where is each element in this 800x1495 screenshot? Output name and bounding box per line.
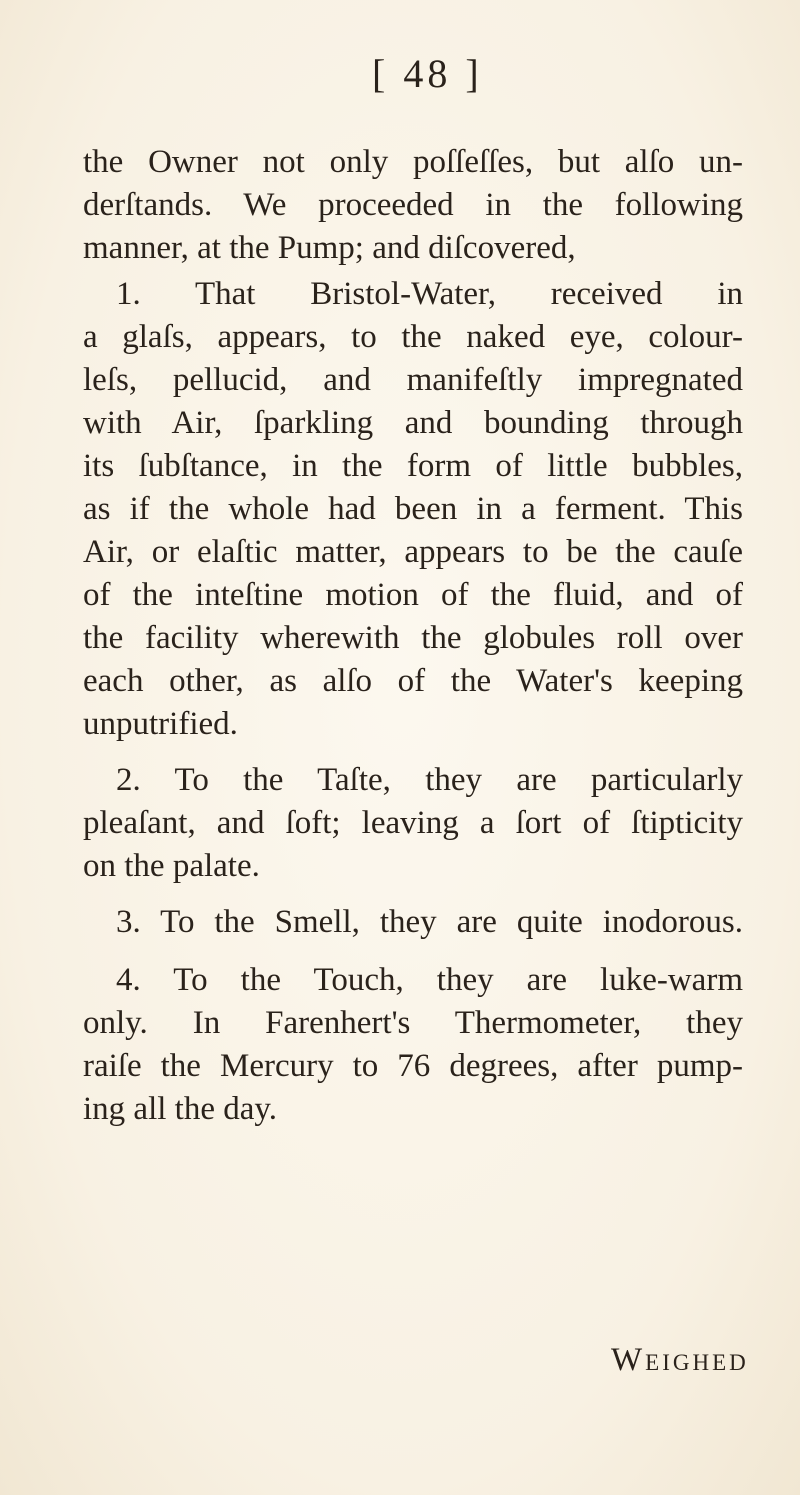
text-line: ing all the day. — [83, 1091, 277, 1127]
text-line: of the inteſtine motion of the fluid, and of — [83, 577, 743, 613]
text-line: with Air, ſparkling and bounding through — [83, 405, 743, 441]
text-line: 1. That Bristol-Water, received in — [116, 276, 743, 312]
text-line: its ſubſtance, in the form of little bubbles, — [83, 448, 743, 484]
text-line: 4. To the Touch, they are luke-warm — [116, 962, 743, 998]
text-line: each other, as alſo of the Water's keeping — [83, 663, 743, 699]
text-line: a glaſs, appears, to the naked eye, colour- — [83, 319, 743, 355]
text-line: pleaſant, and ſoft; leaving a ſort of ſtipticity — [83, 805, 743, 841]
text-line: Air, or elaſtic matter, appears to be the cauſe — [83, 534, 743, 570]
text-line: unputrified. — [83, 706, 238, 742]
text-line: 3. To the Smell, they are quite inodorous. — [116, 904, 743, 940]
text-line: only. In Farenhert's Thermometer, they — [83, 1005, 743, 1041]
page-number: [ 48 ] — [372, 51, 483, 96]
text-line: manner, at the Pump; and diſcovered, — [83, 230, 576, 266]
text-line: on the palate. — [83, 848, 260, 884]
text-line: the Owner not only poſſeſſes, but alſo un- — [83, 144, 743, 180]
text-line: 2. To the Taſte, they are particularly — [116, 762, 743, 798]
text-line: as if the whole had been in a ferment. This — [83, 491, 743, 527]
text-line: derſtands. We proceeded in the following — [83, 187, 743, 223]
catchword: Weighed — [611, 1342, 749, 1378]
text-line: raiſe the Mercury to 76 degrees, after pump- — [83, 1048, 743, 1084]
text-line: leſs, pellucid, and manifeſtly impregnated — [83, 362, 743, 398]
text-line: the facility wherewith the globules roll over — [83, 620, 743, 656]
